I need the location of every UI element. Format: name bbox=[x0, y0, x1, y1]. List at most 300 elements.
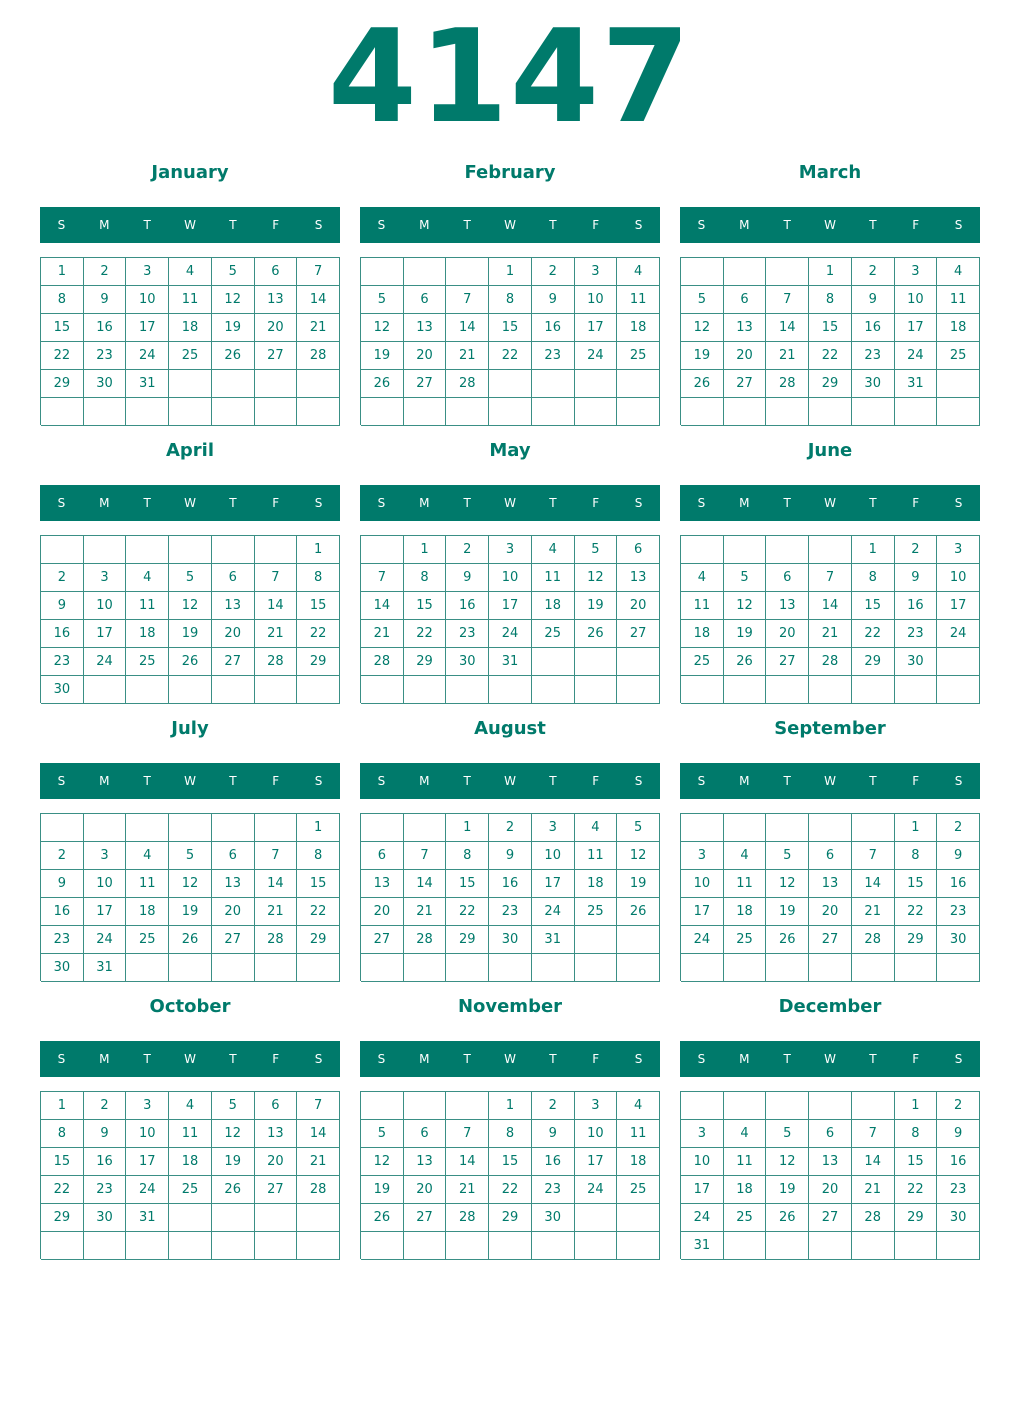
day-cell[interactable]: 13 bbox=[212, 592, 255, 620]
day-cell[interactable]: 8 bbox=[297, 564, 340, 592]
day-cell[interactable]: 30 bbox=[937, 926, 980, 954]
day-cell[interactable]: 16 bbox=[532, 1148, 575, 1176]
day-cell[interactable]: 19 bbox=[361, 1176, 404, 1204]
day-cell[interactable]: 13 bbox=[361, 870, 404, 898]
day-cell[interactable]: 9 bbox=[532, 1120, 575, 1148]
day-cell[interactable]: 19 bbox=[575, 592, 618, 620]
day-cell[interactable]: 4 bbox=[532, 536, 575, 564]
day-cell[interactable]: 6 bbox=[212, 842, 255, 870]
day-cell[interactable]: 19 bbox=[169, 898, 212, 926]
day-cell[interactable]: 19 bbox=[361, 342, 404, 370]
day-cell[interactable]: 4 bbox=[681, 564, 724, 592]
day-cell[interactable]: 29 bbox=[297, 926, 340, 954]
day-cell[interactable]: 12 bbox=[169, 592, 212, 620]
day-cell[interactable]: 10 bbox=[937, 564, 980, 592]
day-cell[interactable]: 23 bbox=[532, 1176, 575, 1204]
day-cell[interactable]: 16 bbox=[937, 870, 980, 898]
day-cell[interactable]: 1 bbox=[895, 814, 938, 842]
day-cell[interactable]: 8 bbox=[404, 564, 447, 592]
day-cell[interactable]: 24 bbox=[681, 1204, 724, 1232]
day-cell[interactable]: 21 bbox=[809, 620, 852, 648]
day-cell[interactable]: 3 bbox=[126, 258, 169, 286]
day-cell[interactable]: 22 bbox=[446, 898, 489, 926]
day-cell[interactable]: 11 bbox=[169, 1120, 212, 1148]
day-cell[interactable]: 22 bbox=[297, 898, 340, 926]
day-cell[interactable]: 23 bbox=[489, 898, 532, 926]
day-cell[interactable]: 2 bbox=[937, 1092, 980, 1120]
day-cell[interactable]: 24 bbox=[84, 926, 127, 954]
day-cell[interactable]: 1 bbox=[41, 1092, 84, 1120]
day-cell[interactable]: 3 bbox=[84, 842, 127, 870]
day-cell[interactable]: 26 bbox=[212, 1176, 255, 1204]
day-cell[interactable]: 14 bbox=[361, 592, 404, 620]
day-cell[interactable]: 28 bbox=[297, 342, 340, 370]
day-cell[interactable]: 7 bbox=[766, 286, 809, 314]
day-cell[interactable]: 23 bbox=[852, 342, 895, 370]
day-cell[interactable]: 25 bbox=[724, 1204, 767, 1232]
day-cell[interactable]: 9 bbox=[84, 1120, 127, 1148]
day-cell[interactable]: 24 bbox=[575, 1176, 618, 1204]
day-cell[interactable]: 27 bbox=[404, 1204, 447, 1232]
day-cell[interactable]: 22 bbox=[489, 1176, 532, 1204]
day-cell[interactable]: 8 bbox=[852, 564, 895, 592]
day-cell[interactable]: 19 bbox=[617, 870, 660, 898]
day-cell[interactable]: 7 bbox=[297, 258, 340, 286]
day-cell[interactable]: 27 bbox=[724, 370, 767, 398]
day-cell[interactable]: 1 bbox=[41, 258, 84, 286]
day-cell[interactable]: 22 bbox=[895, 1176, 938, 1204]
day-cell[interactable]: 19 bbox=[212, 1148, 255, 1176]
day-cell[interactable]: 28 bbox=[446, 1204, 489, 1232]
day-cell[interactable]: 13 bbox=[617, 564, 660, 592]
day-cell[interactable]: 30 bbox=[84, 370, 127, 398]
day-cell[interactable]: 29 bbox=[404, 648, 447, 676]
day-cell[interactable]: 20 bbox=[809, 1176, 852, 1204]
day-cell[interactable]: 6 bbox=[212, 564, 255, 592]
day-cell[interactable]: 10 bbox=[126, 286, 169, 314]
day-cell[interactable]: 29 bbox=[489, 1204, 532, 1232]
day-cell[interactable]: 10 bbox=[489, 564, 532, 592]
day-cell[interactable]: 26 bbox=[766, 926, 809, 954]
day-cell[interactable]: 7 bbox=[255, 842, 298, 870]
day-cell[interactable]: 5 bbox=[681, 286, 724, 314]
day-cell[interactable]: 13 bbox=[212, 870, 255, 898]
day-cell[interactable]: 14 bbox=[297, 1120, 340, 1148]
day-cell[interactable]: 29 bbox=[895, 926, 938, 954]
day-cell[interactable]: 20 bbox=[404, 342, 447, 370]
day-cell[interactable]: 7 bbox=[446, 1120, 489, 1148]
day-cell[interactable]: 3 bbox=[126, 1092, 169, 1120]
day-cell[interactable]: 17 bbox=[84, 620, 127, 648]
day-cell[interactable]: 10 bbox=[84, 592, 127, 620]
day-cell[interactable]: 6 bbox=[617, 536, 660, 564]
day-cell[interactable]: 12 bbox=[681, 314, 724, 342]
day-cell[interactable]: 25 bbox=[937, 342, 980, 370]
day-cell[interactable]: 14 bbox=[446, 1148, 489, 1176]
day-cell[interactable]: 21 bbox=[361, 620, 404, 648]
day-cell[interactable]: 5 bbox=[361, 1120, 404, 1148]
day-cell[interactable]: 17 bbox=[84, 898, 127, 926]
day-cell[interactable]: 15 bbox=[895, 1148, 938, 1176]
day-cell[interactable]: 30 bbox=[532, 1204, 575, 1232]
day-cell[interactable]: 5 bbox=[361, 286, 404, 314]
day-cell[interactable]: 28 bbox=[255, 926, 298, 954]
day-cell[interactable]: 30 bbox=[895, 648, 938, 676]
day-cell[interactable]: 17 bbox=[575, 1148, 618, 1176]
day-cell[interactable]: 5 bbox=[169, 842, 212, 870]
day-cell[interactable]: 7 bbox=[404, 842, 447, 870]
day-cell[interactable]: 15 bbox=[489, 314, 532, 342]
day-cell[interactable]: 15 bbox=[41, 1148, 84, 1176]
day-cell[interactable]: 18 bbox=[169, 1148, 212, 1176]
day-cell[interactable]: 7 bbox=[852, 842, 895, 870]
day-cell[interactable]: 25 bbox=[169, 342, 212, 370]
day-cell[interactable]: 28 bbox=[361, 648, 404, 676]
day-cell[interactable]: 1 bbox=[489, 258, 532, 286]
day-cell[interactable]: 29 bbox=[809, 370, 852, 398]
day-cell[interactable]: 11 bbox=[126, 592, 169, 620]
day-cell[interactable]: 29 bbox=[297, 648, 340, 676]
day-cell[interactable]: 25 bbox=[126, 926, 169, 954]
day-cell[interactable]: 16 bbox=[532, 314, 575, 342]
day-cell[interactable]: 14 bbox=[852, 870, 895, 898]
day-cell[interactable]: 22 bbox=[895, 898, 938, 926]
day-cell[interactable]: 4 bbox=[169, 1092, 212, 1120]
day-cell[interactable]: 10 bbox=[681, 1148, 724, 1176]
day-cell[interactable]: 11 bbox=[532, 564, 575, 592]
day-cell[interactable]: 11 bbox=[937, 286, 980, 314]
day-cell[interactable]: 27 bbox=[255, 1176, 298, 1204]
day-cell[interactable]: 12 bbox=[617, 842, 660, 870]
day-cell[interactable]: 13 bbox=[404, 314, 447, 342]
day-cell[interactable]: 24 bbox=[575, 342, 618, 370]
day-cell[interactable]: 14 bbox=[809, 592, 852, 620]
day-cell[interactable]: 8 bbox=[489, 1120, 532, 1148]
day-cell[interactable]: 18 bbox=[937, 314, 980, 342]
day-cell[interactable]: 6 bbox=[766, 564, 809, 592]
day-cell[interactable]: 3 bbox=[575, 1092, 618, 1120]
day-cell[interactable]: 16 bbox=[852, 314, 895, 342]
day-cell[interactable]: 7 bbox=[446, 286, 489, 314]
day-cell[interactable]: 27 bbox=[212, 648, 255, 676]
day-cell[interactable]: 23 bbox=[84, 342, 127, 370]
day-cell[interactable]: 23 bbox=[937, 898, 980, 926]
day-cell[interactable]: 13 bbox=[766, 592, 809, 620]
day-cell[interactable]: 25 bbox=[617, 1176, 660, 1204]
day-cell[interactable]: 26 bbox=[766, 1204, 809, 1232]
day-cell[interactable]: 4 bbox=[126, 564, 169, 592]
day-cell[interactable]: 13 bbox=[404, 1148, 447, 1176]
day-cell[interactable]: 15 bbox=[489, 1148, 532, 1176]
day-cell[interactable]: 25 bbox=[724, 926, 767, 954]
day-cell[interactable]: 27 bbox=[809, 1204, 852, 1232]
day-cell[interactable]: 15 bbox=[41, 314, 84, 342]
day-cell[interactable]: 26 bbox=[361, 1204, 404, 1232]
day-cell[interactable]: 17 bbox=[489, 592, 532, 620]
day-cell[interactable]: 17 bbox=[126, 314, 169, 342]
day-cell[interactable]: 4 bbox=[724, 842, 767, 870]
day-cell[interactable]: 14 bbox=[255, 870, 298, 898]
day-cell[interactable]: 19 bbox=[766, 1176, 809, 1204]
day-cell[interactable]: 16 bbox=[937, 1148, 980, 1176]
day-cell[interactable]: 21 bbox=[446, 342, 489, 370]
day-cell[interactable]: 1 bbox=[895, 1092, 938, 1120]
day-cell[interactable]: 18 bbox=[617, 1148, 660, 1176]
day-cell[interactable]: 15 bbox=[809, 314, 852, 342]
day-cell[interactable]: 27 bbox=[255, 342, 298, 370]
day-cell[interactable]: 4 bbox=[126, 842, 169, 870]
day-cell[interactable]: 30 bbox=[937, 1204, 980, 1232]
day-cell[interactable]: 28 bbox=[404, 926, 447, 954]
day-cell[interactable]: 9 bbox=[852, 286, 895, 314]
day-cell[interactable]: 2 bbox=[446, 536, 489, 564]
day-cell[interactable]: 22 bbox=[41, 1176, 84, 1204]
day-cell[interactable]: 14 bbox=[852, 1148, 895, 1176]
day-cell[interactable]: 16 bbox=[41, 620, 84, 648]
day-cell[interactable]: 31 bbox=[489, 648, 532, 676]
day-cell[interactable]: 22 bbox=[809, 342, 852, 370]
day-cell[interactable]: 21 bbox=[852, 1176, 895, 1204]
day-cell[interactable]: 31 bbox=[126, 1204, 169, 1232]
day-cell[interactable]: 5 bbox=[766, 842, 809, 870]
day-cell[interactable]: 1 bbox=[852, 536, 895, 564]
day-cell[interactable]: 1 bbox=[446, 814, 489, 842]
day-cell[interactable]: 21 bbox=[255, 620, 298, 648]
day-cell[interactable]: 4 bbox=[937, 258, 980, 286]
day-cell[interactable]: 8 bbox=[895, 842, 938, 870]
day-cell[interactable]: 7 bbox=[297, 1092, 340, 1120]
day-cell[interactable]: 30 bbox=[489, 926, 532, 954]
day-cell[interactable]: 21 bbox=[297, 314, 340, 342]
day-cell[interactable]: 5 bbox=[617, 814, 660, 842]
day-cell[interactable]: 14 bbox=[766, 314, 809, 342]
day-cell[interactable]: 5 bbox=[724, 564, 767, 592]
day-cell[interactable]: 2 bbox=[41, 842, 84, 870]
day-cell[interactable]: 24 bbox=[681, 926, 724, 954]
day-cell[interactable]: 2 bbox=[84, 258, 127, 286]
day-cell[interactable]: 3 bbox=[895, 258, 938, 286]
day-cell[interactable]: 18 bbox=[617, 314, 660, 342]
day-cell[interactable]: 11 bbox=[169, 286, 212, 314]
day-cell[interactable]: 3 bbox=[681, 842, 724, 870]
day-cell[interactable]: 10 bbox=[681, 870, 724, 898]
day-cell[interactable]: 5 bbox=[212, 1092, 255, 1120]
day-cell[interactable]: 28 bbox=[852, 926, 895, 954]
day-cell[interactable]: 1 bbox=[489, 1092, 532, 1120]
day-cell[interactable]: 4 bbox=[724, 1120, 767, 1148]
day-cell[interactable]: 18 bbox=[126, 898, 169, 926]
day-cell[interactable]: 14 bbox=[255, 592, 298, 620]
day-cell[interactable]: 5 bbox=[766, 1120, 809, 1148]
day-cell[interactable]: 18 bbox=[126, 620, 169, 648]
day-cell[interactable]: 12 bbox=[212, 286, 255, 314]
day-cell[interactable]: 18 bbox=[724, 1176, 767, 1204]
day-cell[interactable]: 2 bbox=[489, 814, 532, 842]
day-cell[interactable]: 17 bbox=[937, 592, 980, 620]
day-cell[interactable]: 21 bbox=[297, 1148, 340, 1176]
day-cell[interactable]: 22 bbox=[489, 342, 532, 370]
day-cell[interactable]: 8 bbox=[41, 286, 84, 314]
day-cell[interactable]: 16 bbox=[84, 314, 127, 342]
day-cell[interactable]: 9 bbox=[84, 286, 127, 314]
day-cell[interactable]: 27 bbox=[809, 926, 852, 954]
day-cell[interactable]: 26 bbox=[724, 648, 767, 676]
day-cell[interactable]: 27 bbox=[617, 620, 660, 648]
day-cell[interactable]: 31 bbox=[84, 954, 127, 982]
day-cell[interactable]: 8 bbox=[297, 842, 340, 870]
day-cell[interactable]: 12 bbox=[766, 1148, 809, 1176]
day-cell[interactable]: 6 bbox=[255, 1092, 298, 1120]
day-cell[interactable]: 3 bbox=[575, 258, 618, 286]
day-cell[interactable]: 11 bbox=[724, 870, 767, 898]
day-cell[interactable]: 6 bbox=[404, 286, 447, 314]
day-cell[interactable]: 3 bbox=[937, 536, 980, 564]
day-cell[interactable]: 9 bbox=[895, 564, 938, 592]
day-cell[interactable]: 12 bbox=[724, 592, 767, 620]
day-cell[interactable]: 20 bbox=[724, 342, 767, 370]
day-cell[interactable]: 31 bbox=[681, 1232, 724, 1260]
day-cell[interactable]: 25 bbox=[681, 648, 724, 676]
day-cell[interactable]: 3 bbox=[681, 1120, 724, 1148]
day-cell[interactable]: 12 bbox=[361, 314, 404, 342]
day-cell[interactable]: 6 bbox=[809, 1120, 852, 1148]
day-cell[interactable]: 20 bbox=[255, 314, 298, 342]
day-cell[interactable]: 19 bbox=[766, 898, 809, 926]
day-cell[interactable]: 4 bbox=[617, 258, 660, 286]
day-cell[interactable]: 29 bbox=[41, 1204, 84, 1232]
day-cell[interactable]: 26 bbox=[617, 898, 660, 926]
day-cell[interactable]: 13 bbox=[809, 1148, 852, 1176]
day-cell[interactable]: 20 bbox=[255, 1148, 298, 1176]
day-cell[interactable]: 24 bbox=[489, 620, 532, 648]
day-cell[interactable]: 9 bbox=[937, 842, 980, 870]
day-cell[interactable]: 12 bbox=[766, 870, 809, 898]
day-cell[interactable]: 29 bbox=[446, 926, 489, 954]
day-cell[interactable]: 4 bbox=[169, 258, 212, 286]
day-cell[interactable]: 15 bbox=[404, 592, 447, 620]
day-cell[interactable]: 24 bbox=[532, 898, 575, 926]
day-cell[interactable]: 30 bbox=[84, 1204, 127, 1232]
day-cell[interactable]: 15 bbox=[852, 592, 895, 620]
day-cell[interactable]: 30 bbox=[446, 648, 489, 676]
day-cell[interactable]: 28 bbox=[809, 648, 852, 676]
day-cell[interactable]: 14 bbox=[297, 286, 340, 314]
day-cell[interactable]: 23 bbox=[937, 1176, 980, 1204]
day-cell[interactable]: 24 bbox=[126, 342, 169, 370]
day-cell[interactable]: 7 bbox=[852, 1120, 895, 1148]
day-cell[interactable]: 26 bbox=[361, 370, 404, 398]
day-cell[interactable]: 10 bbox=[84, 870, 127, 898]
day-cell[interactable]: 26 bbox=[681, 370, 724, 398]
day-cell[interactable]: 6 bbox=[361, 842, 404, 870]
day-cell[interactable]: 2 bbox=[937, 814, 980, 842]
day-cell[interactable]: 13 bbox=[255, 286, 298, 314]
day-cell[interactable]: 18 bbox=[724, 898, 767, 926]
day-cell[interactable]: 9 bbox=[41, 870, 84, 898]
day-cell[interactable]: 28 bbox=[852, 1204, 895, 1232]
day-cell[interactable]: 1 bbox=[297, 814, 340, 842]
day-cell[interactable]: 25 bbox=[126, 648, 169, 676]
day-cell[interactable]: 2 bbox=[84, 1092, 127, 1120]
day-cell[interactable]: 5 bbox=[575, 536, 618, 564]
day-cell[interactable]: 31 bbox=[126, 370, 169, 398]
day-cell[interactable]: 28 bbox=[297, 1176, 340, 1204]
day-cell[interactable]: 9 bbox=[446, 564, 489, 592]
day-cell[interactable]: 5 bbox=[169, 564, 212, 592]
day-cell[interactable]: 31 bbox=[895, 370, 938, 398]
day-cell[interactable]: 10 bbox=[532, 842, 575, 870]
day-cell[interactable]: 12 bbox=[361, 1148, 404, 1176]
day-cell[interactable]: 6 bbox=[724, 286, 767, 314]
day-cell[interactable]: 21 bbox=[852, 898, 895, 926]
day-cell[interactable]: 27 bbox=[404, 370, 447, 398]
day-cell[interactable]: 18 bbox=[169, 314, 212, 342]
day-cell[interactable]: 19 bbox=[169, 620, 212, 648]
day-cell[interactable]: 27 bbox=[361, 926, 404, 954]
day-cell[interactable]: 11 bbox=[681, 592, 724, 620]
day-cell[interactable]: 13 bbox=[724, 314, 767, 342]
day-cell[interactable]: 6 bbox=[404, 1120, 447, 1148]
day-cell[interactable]: 28 bbox=[446, 370, 489, 398]
day-cell[interactable]: 23 bbox=[41, 926, 84, 954]
day-cell[interactable]: 12 bbox=[212, 1120, 255, 1148]
day-cell[interactable]: 16 bbox=[84, 1148, 127, 1176]
day-cell[interactable]: 23 bbox=[446, 620, 489, 648]
day-cell[interactable]: 3 bbox=[532, 814, 575, 842]
day-cell[interactable]: 2 bbox=[532, 258, 575, 286]
day-cell[interactable]: 29 bbox=[895, 1204, 938, 1232]
day-cell[interactable]: 30 bbox=[41, 676, 84, 704]
day-cell[interactable]: 2 bbox=[852, 258, 895, 286]
day-cell[interactable]: 9 bbox=[532, 286, 575, 314]
day-cell[interactable]: 25 bbox=[575, 898, 618, 926]
day-cell[interactable]: 9 bbox=[41, 592, 84, 620]
day-cell[interactable]: 9 bbox=[489, 842, 532, 870]
day-cell[interactable]: 23 bbox=[41, 648, 84, 676]
day-cell[interactable]: 11 bbox=[617, 1120, 660, 1148]
day-cell[interactable]: 27 bbox=[766, 648, 809, 676]
day-cell[interactable]: 19 bbox=[724, 620, 767, 648]
day-cell[interactable]: 25 bbox=[617, 342, 660, 370]
day-cell[interactable]: 15 bbox=[895, 870, 938, 898]
day-cell[interactable]: 3 bbox=[489, 536, 532, 564]
day-cell[interactable]: 10 bbox=[895, 286, 938, 314]
day-cell[interactable]: 22 bbox=[297, 620, 340, 648]
day-cell[interactable]: 11 bbox=[617, 286, 660, 314]
day-cell[interactable]: 16 bbox=[41, 898, 84, 926]
day-cell[interactable]: 4 bbox=[575, 814, 618, 842]
day-cell[interactable]: 8 bbox=[895, 1120, 938, 1148]
day-cell[interactable]: 26 bbox=[575, 620, 618, 648]
day-cell[interactable]: 15 bbox=[446, 870, 489, 898]
day-cell[interactable]: 17 bbox=[126, 1148, 169, 1176]
day-cell[interactable]: 29 bbox=[852, 648, 895, 676]
day-cell[interactable]: 28 bbox=[255, 648, 298, 676]
day-cell[interactable]: 4 bbox=[617, 1092, 660, 1120]
day-cell[interactable]: 2 bbox=[895, 536, 938, 564]
day-cell[interactable]: 27 bbox=[212, 926, 255, 954]
day-cell[interactable]: 15 bbox=[297, 870, 340, 898]
day-cell[interactable]: 7 bbox=[255, 564, 298, 592]
day-cell[interactable]: 2 bbox=[532, 1092, 575, 1120]
day-cell[interactable]: 6 bbox=[255, 258, 298, 286]
day-cell[interactable]: 16 bbox=[489, 870, 532, 898]
day-cell[interactable]: 20 bbox=[617, 592, 660, 620]
day-cell[interactable]: 26 bbox=[212, 342, 255, 370]
day-cell[interactable]: 28 bbox=[766, 370, 809, 398]
day-cell[interactable]: 2 bbox=[41, 564, 84, 592]
day-cell[interactable]: 19 bbox=[212, 314, 255, 342]
